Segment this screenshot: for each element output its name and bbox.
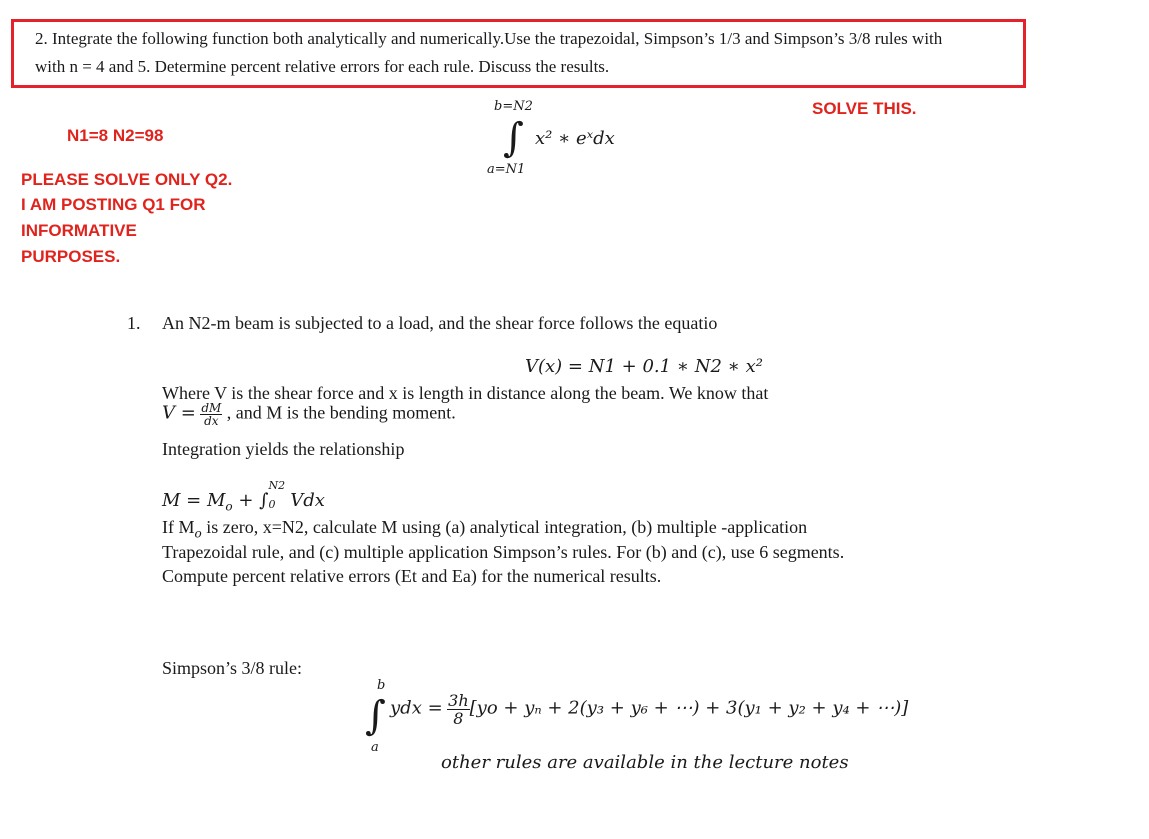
lecture-notes-footer: other rules are available in the lecture notes [441,752,849,773]
simpson-formula [390,692,908,727]
integral-sign: ∫ [503,115,524,161]
simpson-rhs: [yo + yₙ + 2(y₃ + y₆ + ⋯) + 3(y₁ + y₂ + y₄ + ⋯)] [469,697,909,719]
line4-rest: is zero, x=N2, calculate M using (a) analytical integration, (b) multiple -application [201,517,808,537]
moment-integrand: Vdx [284,490,325,511]
simpson-lhs: ydx = [390,697,443,719]
dx-denominator: dx [204,414,219,428]
question1-text-line1: An N2-m beam is subjected to a load, and the shear force follows the equatio [162,313,718,333]
moment-equation [162,479,325,514]
dm-dx-fraction [200,402,222,427]
side-note-line4: PURPOSES. [21,247,121,266]
moment-upper-limit: N2 [268,479,286,492]
question1-text-line4 [162,517,807,541]
line4-subscript: o [194,526,202,541]
question1-text-line2: Where V is the shear force and x is length in distance along the beam. We know that [162,383,769,403]
line4-prefix: If M [162,517,195,537]
simpson-integral-sign: ∫ [365,693,386,739]
simpson-upper-limit: b [377,678,386,693]
question1-text-line6: Compute percent relative errors (Et and Ea) for the numerical results. [162,566,662,586]
integral-lower-limit: a=N1 [487,162,526,177]
side-note-line3: INFORMATIVE [21,221,137,240]
simpson-fraction [447,692,469,727]
side-note-line2: I AM POSTING Q1 FOR [21,195,206,214]
dm-numerator: dM [201,401,222,415]
dm-dx-definition [162,402,456,427]
moment-subscript: o [225,499,233,514]
simpson-denominator: 8 [453,709,464,728]
question2-text-line2: with n = 4 and 5. Determine percent relative errors for each rule. Discuss the results. [35,57,610,76]
n-values-note: N1=8 N2=98 [67,126,164,145]
moment-integral-sign: + ∫ [232,490,269,511]
v-equals: V = [162,402,196,424]
solve-this-note: SOLVE THIS. [812,99,917,118]
bending-moment-text: , and M is the bending moment. [226,402,456,423]
question1-number: 1. [127,313,141,333]
integrand: x² ∗ eˣdx [535,128,615,149]
question1-text-line5: Trapezoidal rule, and (c) multiple application Simpson’s rules. For (b) and (c), use 6 segments. [162,542,845,562]
integral-upper-limit: b=N2 [494,99,533,114]
simpson38-label: Simpson’s 3/8 rule: [162,658,303,678]
question2-text-line1: 2. Integrate the following function both analytically and numerically.Use the trapezoidal, Simpson’s 1/3 and Simpson’s 3/8 rules with [35,29,943,48]
moment-lhs: M = M [162,490,226,511]
question1-text-line3: Integration yields the relationship [162,439,405,459]
simpson-lower-limit: a [371,740,379,755]
shear-force-equation: V(x) = N1 + 0.1 ∗ N2 ∗ x² [525,356,763,377]
moment-lower-limit: 0 [268,498,276,511]
side-note-line1: PLEASE SOLVE ONLY Q2. [21,170,233,189]
simpson-numerator: 3h [448,691,469,710]
